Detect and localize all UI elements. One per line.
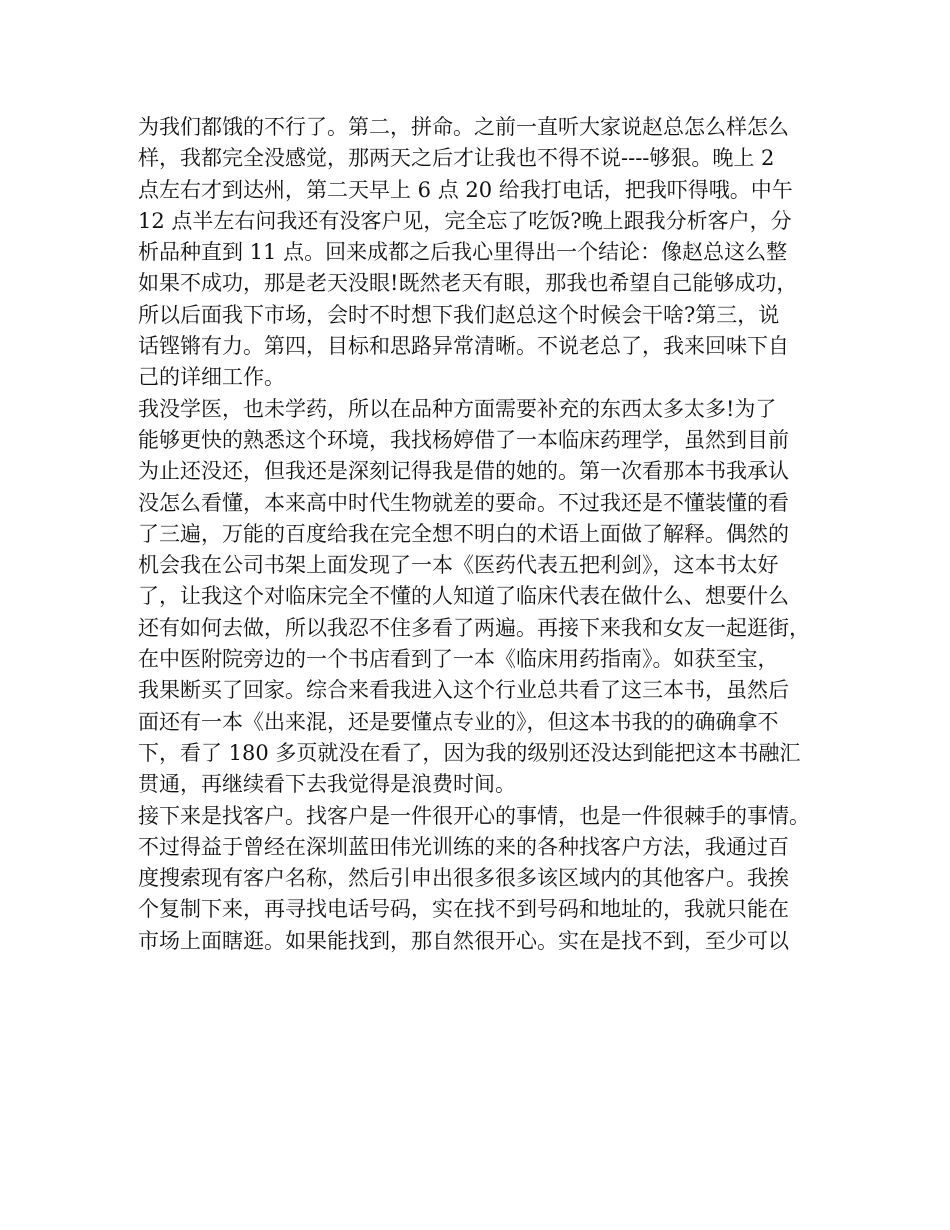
text-line-17: 还有如何去做，所以我忍不住多看了两遍。再接下来我和女友一起逛街， xyxy=(138,615,810,640)
text-line-1: 为我们都饿的不行了。第二，拼命。之前一直听大家说赵总怎么样怎么 xyxy=(138,115,789,139)
text-line-7: 所以后面我下市场，会时不时想下我们赵总这个时候会干啥?第三，说 xyxy=(138,302,780,327)
text-line-26: 个复制下来，再寻找电话号码，实在找不到号码和地址的，我就只能在 xyxy=(138,897,789,922)
text-line-5: 析品种直到 11 点。回来成都之后我心里得出一个结论：像赵总这么整 xyxy=(138,240,788,265)
text-line-6: 如果不成功，那是老天没眼!既然老天有眼，那我也希望自己能够成功， xyxy=(138,271,798,296)
text-line-4: 12 点半左右问我还有没客户见，完全忘了吃饭?晚上跟我分析客户，分 xyxy=(138,208,792,233)
text-line-23: 接下来是找客户。找客户是一件很开心的事情，也是一件很棘手的事情。 xyxy=(138,803,810,828)
text-line-2: 样，我都完全没感觉，那两天之后才让我也不得不说----够狠。晚上 2 xyxy=(138,146,775,171)
text-line-14: 了三遍，万能的百度给我在完全想不明白的术语上面做了解释。偶然的 xyxy=(138,521,789,546)
text-line-24: 不过得益于曾经在深圳蓝田伟光训练的来的各种找客户方法，我通过百 xyxy=(138,834,789,859)
text-line-13: 没怎么看懂，本来高中时代生物就差的要命。不过我还是不懂装懂的看 xyxy=(138,490,789,515)
text-line-19: 我果断买了回家。综合来看我进入这个行业总共看了这三本书，虽然后 xyxy=(138,678,789,703)
text-line-25: 度搜索现有客户名称，然后引申出很多很多该区域内的其他客户。我挨 xyxy=(138,866,789,891)
body-text xyxy=(138,112,828,957)
text-line-12: 为止还没还，但我还是深刻记得我是借的她的。第一次看那本书我承认 xyxy=(138,459,789,484)
text-line-21: 下，看了 180 多页就没在看了，因为我的级别还没达到能把这本书融汇 xyxy=(138,740,801,765)
text-line-16: 了，让我这个对临床完全不懂的人知道了临床代表在做什么、想要什么 xyxy=(138,584,789,609)
text-line-18: 在中医附院旁边的一个书店看到了一本《临床用药指南》。如获至宝， xyxy=(138,647,779,672)
text-line-27: 市场上面瞎逛。如果能找到，那自然很开心。实在是找不到，至少可以 xyxy=(138,928,789,953)
text-line-20: 面还有一本《出来混，还是要懂点专业的》，但这本书我的的确确拿不 xyxy=(138,709,779,734)
text-line-8: 话铿锵有力。第四，目标和思路异常清晰。不说老总了，我来回味下自 xyxy=(138,334,789,359)
text-line-22: 贯通，再继续看下去我觉得是浪费时间。 xyxy=(138,772,516,797)
text-line-9: 己的详细工作。 xyxy=(138,365,285,390)
text-line-15: 机会我在公司书架上面发现了一本《医药代表五把利剑》，这本书太好 xyxy=(138,553,779,578)
text-line-10: 我没学医，也未学药，所以在品种方面需要补充的东西太多太多!为了 xyxy=(138,396,777,421)
text-line-11: 能够更快的熟悉这个环境，我找杨婷借了一本临床药理学，虽然到目前 xyxy=(138,427,789,452)
text-line-3: 点左右才到达州，第二天早上 6 点 20 给我打电话，把我吓得哦。中午 xyxy=(138,177,793,202)
